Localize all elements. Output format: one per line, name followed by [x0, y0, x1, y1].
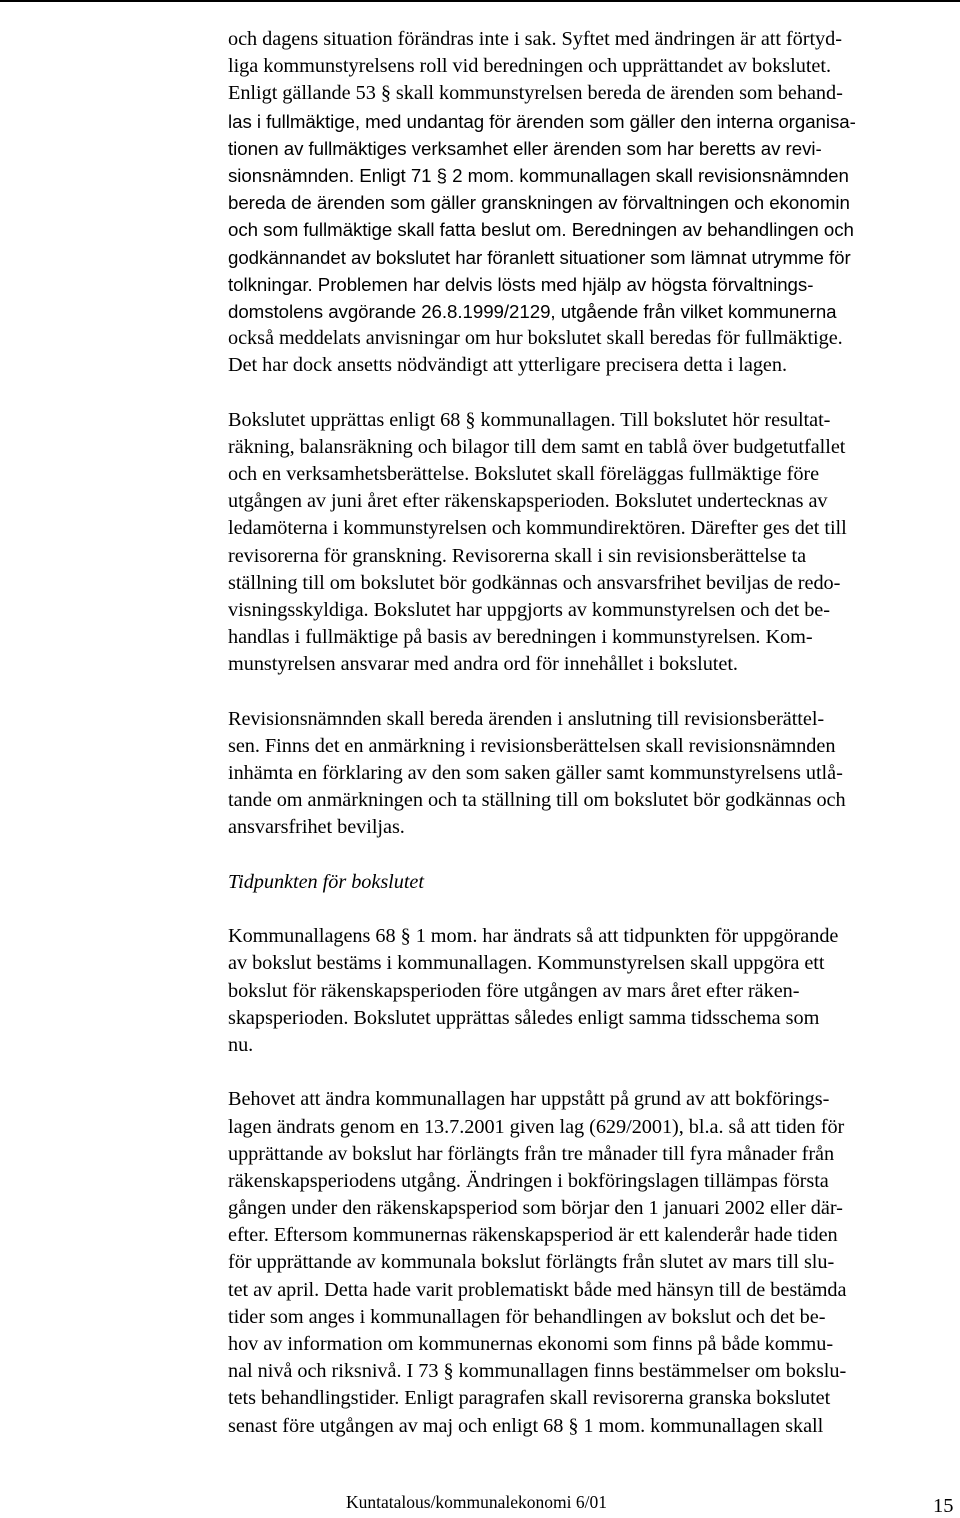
text-line: Behovet att ändra kommunallagen har uppstått på grund av att bokförings- — [228, 1088, 830, 1111]
text-line: tolkningar. Problemen har delvis lösts med hjälp av högsta förvaltnings- — [228, 273, 814, 295]
text-line: nal nivå och riksnivå. I 73 § kommunallagen finns bestämmelser om bokslu- — [228, 1360, 847, 1383]
paragraph-4 — [228, 923, 960, 1059]
text-line: Enligt gällande 53 § skall kommunstyrelsen bereda de ärenden som behand- — [228, 82, 843, 105]
paragraph-2 — [228, 407, 960, 679]
text-line: sen. Finns det en anmärkning i revisionsberättelsen skall revisionsnämnden — [228, 734, 836, 757]
paragraph-3 — [228, 706, 960, 842]
page-number: 15 — [933, 1495, 954, 1517]
text-line: handlas i fullmäktige på basis av beredningen i kommunstyrelsen. Kom- — [228, 626, 813, 649]
text-line: bereda de ärenden som gäller granskningen av förvaltningen och ekonomin — [228, 192, 850, 214]
paragraph-gap — [228, 379, 960, 406]
text-line: revisorerna för granskning. Revisorerna skall i sin revisionsberättelse ta — [228, 544, 807, 567]
top-rule — [0, 0, 960, 2]
body-text — [228, 26, 960, 1440]
text-line: Revisionsnämnden skall bereda ärenden i anslutning till revisionsberättel- — [228, 707, 825, 730]
text-line: godkännandet av bokslutet har föranlett situationer som lämnat utrymme för — [228, 246, 851, 268]
text-line: Det har dock ansetts nödvändigt att ytterligare precisera detta i lagen. — [228, 354, 787, 377]
text-line: räkenskapsperiodens utgång. Ändringen i bokföringslagen tillämpas första — [228, 1169, 829, 1192]
text-line: Bokslutet upprättas enligt 68 § kommunallagen. Till bokslutet hör resultat- — [228, 408, 831, 431]
text-line: senast före utgången av maj och enligt 68 § 1 mom. kommunallagen skall — [228, 1414, 824, 1437]
paragraph-5 — [228, 1086, 960, 1439]
text-line: skapsperioden. Bokslutet upprättas således enligt samma tidsschema som — [228, 1006, 820, 1029]
text-line: ledamöterna i kommunstyrelsen och kommundirektören. Därefter ges det till — [228, 517, 847, 540]
text-line: domstolens avgörande 26.8.1999/2129, utgående från vilket kommunerna — [228, 300, 837, 322]
text-line: inhämta en förklaring av den som saken gäller samt kommunstyrelsens utlå- — [228, 762, 843, 785]
text-line: och en verksamhetsberättelse. Bokslutet skall föreläggas fullmäktige före — [228, 463, 820, 485]
text-line: ställning till om bokslutet bör godkännas och ansvarsfrihet beviljas de redo- — [228, 571, 841, 594]
paragraph-gap — [228, 896, 960, 923]
text-line: tets behandlingstider. Enligt paragrafen skall revisorerna granska bokslutet — [228, 1387, 831, 1410]
section-heading: Tidpunkten för bokslutet — [228, 870, 424, 893]
text-line: tionen av fullmäktiges verksamhet eller ärenden som har beretts av revi- — [228, 137, 822, 159]
text-line: gången under den räkenskapsperiod som börjar den 1 januari 2002 eller där- — [228, 1197, 843, 1220]
text-line: ansvarsfrihet beviljas. — [228, 816, 405, 839]
text-line: tande om anmärkningen och ta ställning till om bokslutet bör godkännas och — [228, 789, 846, 812]
text-line: liga kommunstyrelsens roll vid beredningen och upprättandet av bokslutet. — [228, 55, 831, 78]
text-line: räkning, balansräkning och bilagor till dem samt en tablå över budgetutfallet — [228, 435, 846, 458]
text-line: visningsskyldiga. Bokslutet har uppgjorts av kommunstyrelsen och det be- — [228, 598, 830, 621]
text-line: och dagens situation förändras inte i sak. Syftet med ändringen är att förtyd- — [228, 28, 842, 50]
text-line: för upprättande av kommunala bokslut förlängts från slutet av mars till slu- — [228, 1251, 835, 1274]
text-line: tet av april. Detta hade varit problematiskt både med hänsyn till de bestämda — [228, 1278, 847, 1301]
text-line: lagen ändrats genom en 13.7.2001 given lag (629/2001), bl.a. så att tiden för — [228, 1115, 845, 1138]
paragraph-1 — [228, 26, 960, 379]
paragraph-gap — [228, 842, 960, 869]
text-line: munstyrelsen ansvarar med andra ord för innehållet i bokslutet. — [228, 653, 738, 676]
text-line: hov av information om kommunernas ekonomi som finns på både kommu- — [228, 1333, 834, 1355]
paragraph-gap — [228, 679, 960, 706]
text-line: las i fullmäktige, med undantag för ärenden som gäller den interna organisa- — [228, 110, 856, 132]
text-line: efter. Eftersom kommunernas räkenskapsperiod är ett kalenderår hade tiden — [228, 1224, 838, 1247]
text-line: också meddelats anvisningar om hur bokslutet skall beredas för fullmäktige. — [228, 327, 843, 350]
text-line: utgången av juni året efter räkenskapsperioden. Bokslutet undertecknas av — [228, 490, 828, 513]
text-line: upprättande av bokslut har förlängts från tre månader till fyra månader från — [228, 1142, 835, 1165]
text-line: tider som anges i kommunallagen för behandlingen av bokslut och det be- — [228, 1305, 826, 1328]
text-line: och som fullmäktige skall fatta beslut om. Beredningen av behandlingen och — [228, 219, 854, 241]
section-heading-block — [228, 869, 960, 896]
text-line: sionsnämnden. Enligt 71 § 2 mom. kommunallagen skall revisionsnämnden — [228, 164, 849, 186]
footer-publication: Kuntatalous/kommunalekonomi 6/01 — [346, 1492, 608, 1512]
text-line: Kommunallagens 68 § 1 mom. har ändrats så att tidpunkten för uppgörande — [228, 925, 839, 948]
text-line: bokslut för räkenskapsperioden före utgången av mars året efter räken- — [228, 979, 800, 1002]
text-line: nu. — [228, 1033, 254, 1056]
text-line: av bokslut bestäms i kommunallagen. Kommunstyrelsen skall uppgöra ett — [228, 952, 825, 975]
paragraph-gap — [228, 1059, 960, 1086]
